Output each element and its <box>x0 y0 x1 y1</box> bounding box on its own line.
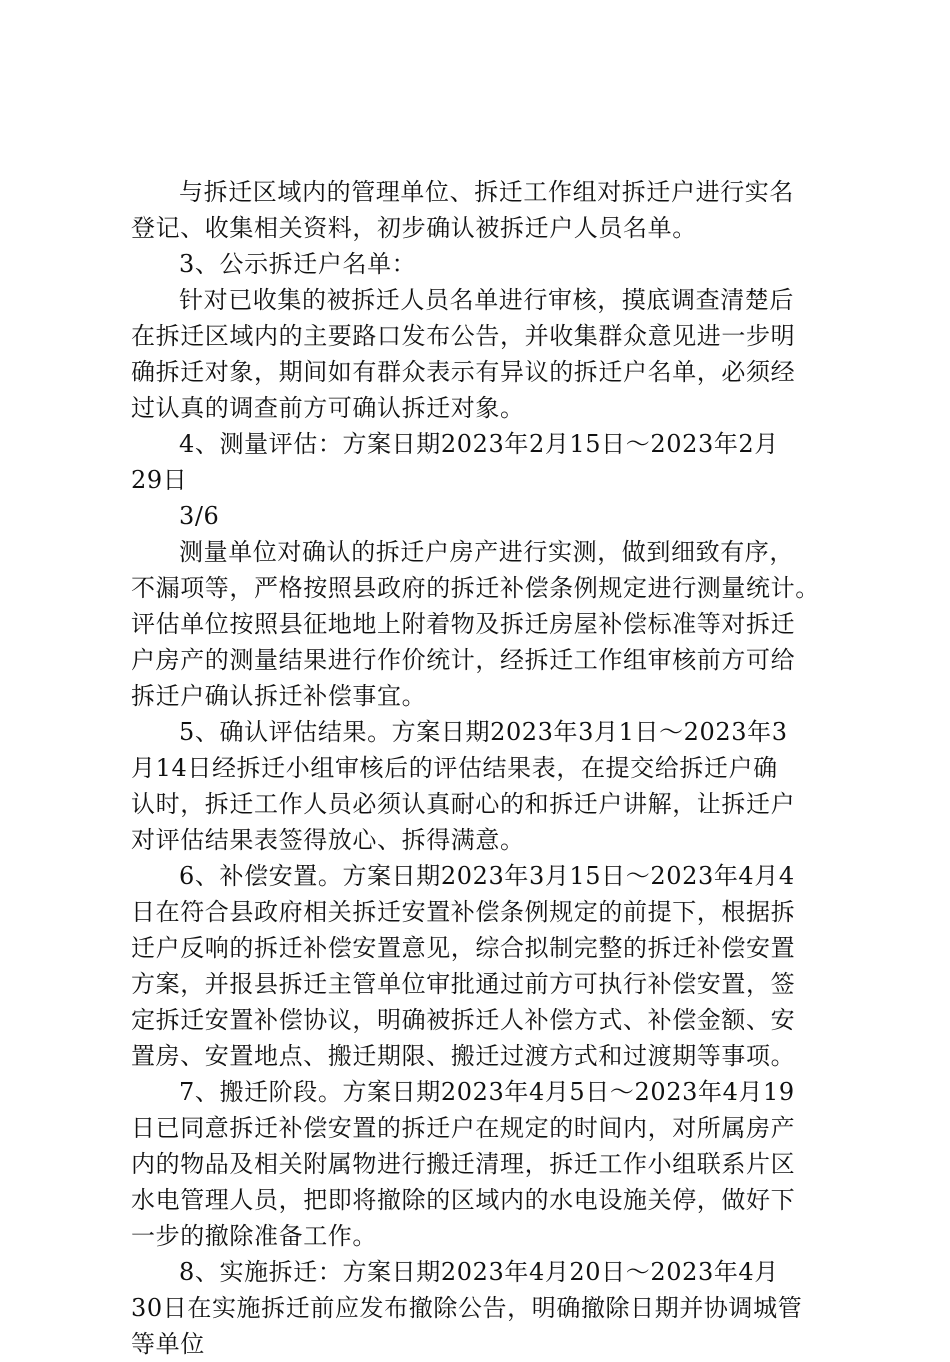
paragraph-demolition: 8、实施拆迁：方案日期2023年4月20日～2023年4月 30日在实施拆迁前应发布撤除公告，明确撤除日期并协调城管 等单位 <box>131 1258 803 1358</box>
paragraph-registration: 与拆迁区域内的管理单位、拆迁工作组对拆迁户进行实名 登记、收集相关资料，初步确认被拆迁户人员名单。 <box>131 178 794 242</box>
heading-publicize-list: 3、公示拆迁户名单： <box>179 250 417 278</box>
heading-survey-assessment: 4、测量评估：方案日期2023年2月15日～2023年2月 29日 <box>131 430 779 494</box>
document-body <box>131 174 837 1362</box>
paragraph-relocation: 7、搬迁阶段。方案日期2023年4月5日～2023年4月19 日已同意拆迁补偿安置的拆迁户在规定的时间内，对所属房产 内的物品及相关附属物进行搬迁清理，拆迁工作小组联系片区 水电管理人员，把即将撤除的区域内的水电设施关停，做好下 一步的撤除准备工作。 <box>131 1078 796 1250</box>
paragraph-publicize-list: 针对已收集的被拆迁人员名单进行审核，摸底调查清楚后 在拆迁区域内的主要路口发布公告，并收集群众意见进一步明 确拆迁对象，期间如有群众表示有异议的拆迁户名单，必须经 过认真的调查前方可确认拆迁对象。 <box>131 286 796 422</box>
paragraph-confirm-results: 5、确认评估结果。方案日期2023年3月1日～2023年3 月14日经拆迁小组审核后的评估结果表，在提交给拆迁户确 认时，拆迁工作人员必须认真耐心的和拆迁户讲解，让拆迁户 对评估结果表签得放心、拆得满意。 <box>131 718 796 854</box>
page-number: 3/6 <box>179 502 220 530</box>
paragraph-compensation: 6、补偿安置。方案日期2023年3月15日～2023年4月4 日在符合县政府相关拆迁安置补偿条例规定的前提下，根据拆 迁户反响的拆迁补偿安置意见，综合拟制完整的拆迁补偿安置 方案，并报县拆迁主管单位审批通过前方可执行补偿安置，签 定拆迁安置补偿协议，明确被拆迁人补偿方式、补偿金额、安 置房、安置地点、搬迁期限、搬迁过渡方式和过渡期等事项。 <box>131 862 796 1070</box>
paragraph-survey-assessment: 测量单位对确认的拆迁户房产进行实测，做到细致有序， 不漏项等，严格按照县政府的拆迁补偿条例规定进行测量统计。 评估单位按照县征地地上附着物及拆迁房屋补偿标准等对拆迁 户房产的测量结果进行作价统计，经拆迁工作组审核前方可给 拆迁户确认拆迁补偿事宜。 <box>131 538 820 710</box>
